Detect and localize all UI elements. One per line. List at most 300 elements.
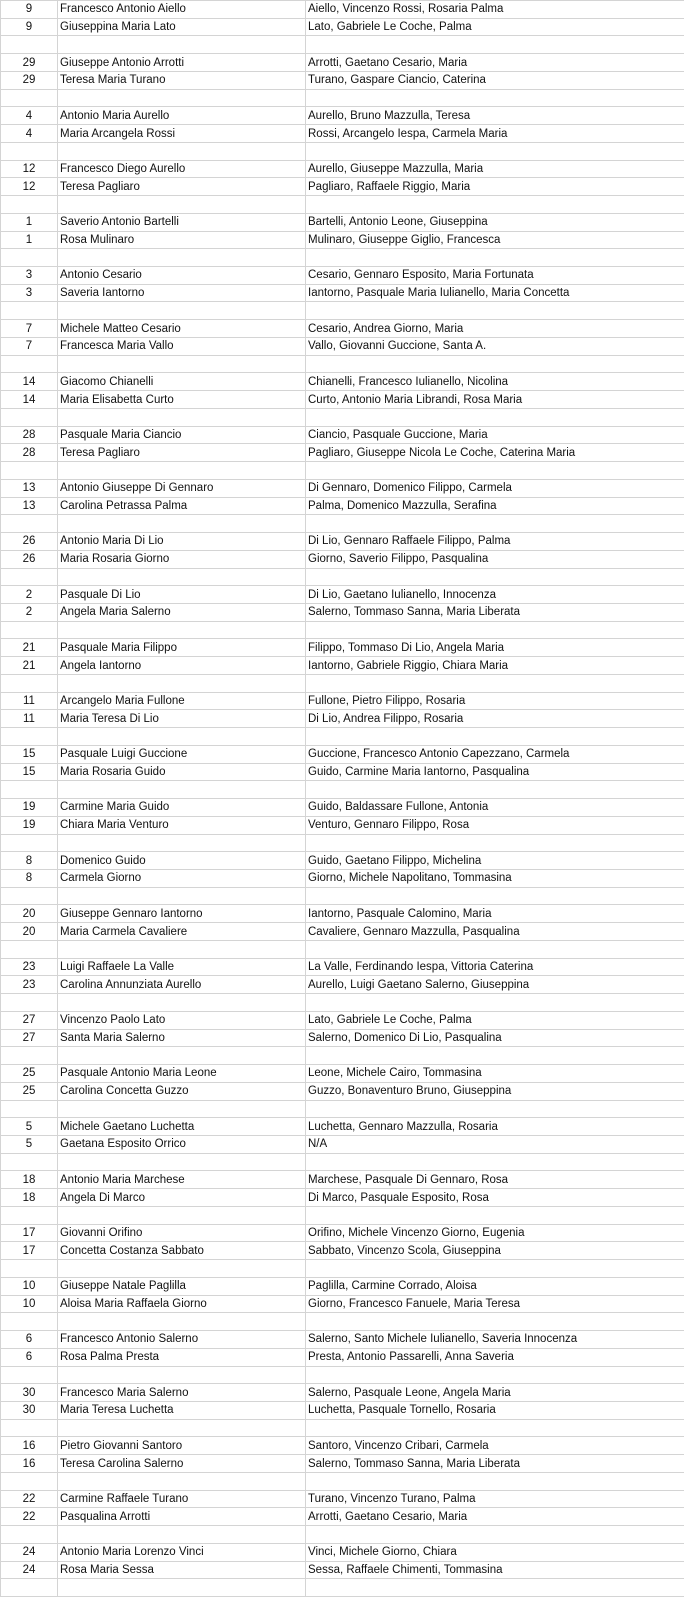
number-cell[interactable]: 10 [1,1277,58,1295]
number-cell[interactable]: 14 [1,373,58,391]
parents-cell[interactable]: Salerno, Tommaso Sanna, Maria Liberata [306,1455,684,1473]
name-cell[interactable]: Maria Arcangela Rossi [58,125,306,143]
parents-cell[interactable]: Cavaliere, Gennaro Mazzulla, Pasqualina [306,923,684,941]
number-cell[interactable]: 10 [1,1295,58,1313]
name-cell[interactable] [58,1366,306,1384]
number-cell[interactable]: 19 [1,799,58,817]
parents-cell[interactable]: Salerno, Santo Michele Iulianello, Saveria Innocenza [306,1331,684,1349]
parents-cell[interactable] [306,1472,684,1490]
parents-cell[interactable] [306,1419,684,1437]
number-cell[interactable]: 9 [1,1,58,19]
number-cell[interactable]: 4 [1,107,58,125]
parents-cell[interactable] [306,834,684,852]
parents-cell[interactable]: Vinci, Michele Giorno, Chiara [306,1543,684,1561]
number-cell[interactable]: 5 [1,1118,58,1136]
number-cell[interactable]: 3 [1,284,58,302]
name-cell[interactable]: Antonio Maria Marchese [58,1171,306,1189]
number-cell[interactable] [1,1206,58,1224]
parents-cell[interactable]: Arrotti, Gaetano Cesario, Maria [306,1508,684,1526]
parents-cell[interactable]: Guido, Carmine Maria Iantorno, Pasqualina [306,763,684,781]
number-cell[interactable]: 30 [1,1402,58,1420]
number-cell[interactable] [1,674,58,692]
parents-cell[interactable]: Paglilla, Carmine Corrado, Aloisa [306,1277,684,1295]
parents-cell[interactable]: Aurello, Bruno Mazzulla, Teresa [306,107,684,125]
parents-cell[interactable] [306,36,684,54]
name-cell[interactable]: Pietro Giovanni Santoro [58,1437,306,1455]
name-cell[interactable] [58,994,306,1012]
table-row [1,905,684,923]
table-row [1,479,684,497]
parents-cell[interactable]: Cesario, Andrea Giorno, Maria [306,320,684,338]
name-cell[interactable]: Domenico Guido [58,852,306,870]
name-cell[interactable] [58,1419,306,1437]
parents-cell[interactable] [306,994,684,1012]
name-cell[interactable] [58,781,306,799]
name-cell[interactable]: Carolina Petrassa Palma [58,497,306,515]
parents-cell[interactable]: Cesario, Gennaro Esposito, Maria Fortunata [306,267,684,285]
name-cell[interactable]: Chiara Maria Venturo [58,816,306,834]
table-row [1,799,684,817]
parents-cell[interactable]: Aurello, Luigi Gaetano Salerno, Giuseppina [306,976,684,994]
table-row [1,852,684,870]
name-cell[interactable]: Francesco Diego Aurello [58,160,306,178]
name-cell[interactable] [58,887,306,905]
number-cell[interactable] [1,515,58,533]
number-cell[interactable] [1,1260,58,1278]
number-cell[interactable]: 18 [1,1171,58,1189]
separator-row [1,781,684,799]
number-cell[interactable]: 16 [1,1455,58,1473]
name-cell[interactable]: Teresa Carolina Salerno [58,1455,306,1473]
name-cell[interactable]: Maria Teresa Luchetta [58,1402,306,1420]
parents-cell[interactable]: Pagliaro, Raffaele Riggio, Maria [306,178,684,196]
number-cell[interactable]: 28 [1,426,58,444]
name-cell[interactable]: Luigi Raffaele La Valle [58,958,306,976]
number-cell[interactable]: 19 [1,816,58,834]
number-cell[interactable]: 1 [1,213,58,231]
name-cell[interactable]: Pasqualina Arrotti [58,1508,306,1526]
name-cell[interactable]: Teresa Maria Turano [58,71,306,89]
number-cell[interactable]: 20 [1,905,58,923]
separator-row [1,1206,684,1224]
number-cell[interactable]: 11 [1,692,58,710]
name-cell[interactable] [58,249,306,267]
parents-cell[interactable]: Giorno, Saverio Filippo, Pasqualina [306,550,684,568]
table-row [1,1029,684,1047]
number-cell[interactable] [1,249,58,267]
parents-cell[interactable]: Salerno, Tommaso Sanna, Maria Liberata [306,603,684,621]
number-cell[interactable]: 2 [1,586,58,604]
number-cell[interactable]: 5 [1,1136,58,1154]
parents-cell[interactable] [306,1313,684,1331]
parents-cell[interactable]: Leone, Michele Cairo, Tommasina [306,1065,684,1083]
table-row [1,160,684,178]
parents-cell[interactable]: Arrotti, Gaetano Cesario, Maria [306,54,684,72]
number-cell[interactable]: 17 [1,1224,58,1242]
parents-cell[interactable]: Sessa, Raffaele Chimenti, Tommasina [306,1561,684,1579]
number-cell[interactable]: 27 [1,1029,58,1047]
table-row [1,231,684,249]
name-cell[interactable] [58,1472,306,1490]
name-cell[interactable]: Pasquale Maria Ciancio [58,426,306,444]
table-row [1,586,684,604]
number-cell[interactable]: 8 [1,869,58,887]
parents-cell[interactable]: Filippo, Tommaso Di Lio, Angela Maria [306,639,684,657]
parents-cell[interactable] [306,1153,684,1171]
parents-cell[interactable] [306,940,684,958]
number-cell[interactable] [1,887,58,905]
parents-cell[interactable]: Santoro, Vincenzo Cribari, Carmela [306,1437,684,1455]
parents-cell[interactable] [306,515,684,533]
name-cell[interactable]: Pasquale Maria Filippo [58,639,306,657]
number-cell[interactable]: 30 [1,1384,58,1402]
number-cell[interactable] [1,781,58,799]
table-row [1,1384,684,1402]
number-cell[interactable]: 6 [1,1331,58,1349]
name-cell[interactable]: Saverio Antonio Bartelli [58,213,306,231]
name-cell[interactable] [58,1260,306,1278]
name-cell[interactable]: Giuseppe Natale Paglilla [58,1277,306,1295]
parents-cell[interactable] [306,142,684,160]
name-cell[interactable]: Giuseppina Maria Lato [58,18,306,36]
name-cell[interactable]: Pasquale Luigi Guccione [58,745,306,763]
parents-cell[interactable]: Turano, Vincenzo Turano, Palma [306,1490,684,1508]
parents-cell[interactable] [306,89,684,107]
parents-cell[interactable]: N/A [306,1136,684,1154]
parents-cell[interactable]: Salerno, Pasquale Leone, Angela Maria [306,1384,684,1402]
parents-cell[interactable] [306,249,684,267]
parents-cell[interactable] [306,674,684,692]
name-cell[interactable]: Michele Matteo Cesario [58,320,306,338]
table-row [1,267,684,285]
number-cell[interactable]: 28 [1,444,58,462]
number-cell[interactable] [1,1579,58,1597]
number-cell[interactable] [1,834,58,852]
number-cell[interactable]: 26 [1,533,58,551]
name-cell[interactable]: Angela Maria Salerno [58,603,306,621]
number-cell[interactable]: 22 [1,1490,58,1508]
number-cell[interactable] [1,568,58,586]
parents-cell[interactable]: Palma, Domenico Mazzulla, Serafina [306,497,684,515]
name-cell[interactable]: Carmela Giorno [58,869,306,887]
number-cell[interactable]: 25 [1,1065,58,1083]
number-cell[interactable]: 16 [1,1437,58,1455]
parents-cell[interactable] [306,728,684,746]
parents-cell[interactable] [306,1260,684,1278]
parents-cell[interactable]: Vallo, Giovanni Guccione, Santa A. [306,337,684,355]
number-cell[interactable]: 15 [1,745,58,763]
number-cell[interactable]: 23 [1,976,58,994]
number-cell[interactable] [1,1313,58,1331]
name-cell[interactable] [58,621,306,639]
parents-cell[interactable] [306,1526,684,1544]
number-cell[interactable]: 18 [1,1189,58,1207]
separator-row [1,1366,684,1384]
parents-cell[interactable]: Iantorno, Pasquale Maria Iulianello, Maria Concetta [306,284,684,302]
name-cell[interactable] [58,940,306,958]
parents-cell[interactable]: Giorno, Francesco Fanuele, Maria Teresa [306,1295,684,1313]
parents-cell[interactable]: Presta, Antonio Passarelli, Anna Saveria [306,1348,684,1366]
parents-cell[interactable]: Rossi, Arcangelo Iespa, Carmela Maria [306,125,684,143]
number-cell[interactable]: 6 [1,1348,58,1366]
name-cell[interactable] [58,515,306,533]
number-cell[interactable]: 9 [1,18,58,36]
parents-cell[interactable]: Lato, Gabriele Le Coche, Palma [306,18,684,36]
number-cell[interactable]: 13 [1,497,58,515]
name-cell[interactable] [58,462,306,480]
name-cell[interactable]: Francesco Antonio Salerno [58,1331,306,1349]
number-cell[interactable]: 21 [1,657,58,675]
number-cell[interactable]: 24 [1,1561,58,1579]
parents-cell[interactable] [306,1206,684,1224]
name-cell[interactable]: Antonio Maria Aurello [58,107,306,125]
number-cell[interactable] [1,940,58,958]
parents-cell[interactable] [306,1366,684,1384]
number-cell[interactable]: 29 [1,71,58,89]
parents-cell[interactable] [306,1047,684,1065]
name-cell[interactable] [58,1313,306,1331]
name-cell[interactable] [58,834,306,852]
number-cell[interactable]: 25 [1,1082,58,1100]
number-cell[interactable] [1,1153,58,1171]
parents-cell[interactable]: Guzzo, Bonaventuro Bruno, Giuseppina [306,1082,684,1100]
parents-cell[interactable]: Luchetta, Gennaro Mazzulla, Rosaria [306,1118,684,1136]
name-cell[interactable] [58,1100,306,1118]
parents-cell[interactable]: Iantorno, Pasquale Calomino, Maria [306,905,684,923]
number-cell[interactable]: 1 [1,231,58,249]
name-cell[interactable]: Vincenzo Paolo Lato [58,1011,306,1029]
parents-cell[interactable] [306,196,684,214]
name-cell[interactable]: Giuseppe Gennaro Iantorno [58,905,306,923]
name-cell[interactable]: Maria Rosaria Guido [58,763,306,781]
name-cell[interactable]: Francesco Maria Salerno [58,1384,306,1402]
parents-cell[interactable]: Di Lio, Gaetano Iulianello, Innocenza [306,586,684,604]
parents-cell[interactable]: La Valle, Ferdinando Iespa, Vittoria Caterina [306,958,684,976]
name-cell[interactable] [58,1206,306,1224]
name-cell[interactable]: Giovanni Orifino [58,1224,306,1242]
parents-cell[interactable]: Ciancio, Pasquale Guccione, Maria [306,426,684,444]
name-cell[interactable]: Antonio Maria Di Lio [58,533,306,551]
parents-cell[interactable] [306,462,684,480]
parents-cell[interactable]: Fullone, Pietro Filippo, Rosaria [306,692,684,710]
parents-cell[interactable]: Turano, Gaspare Ciancio, Caterina [306,71,684,89]
number-cell[interactable] [1,1472,58,1490]
table-row [1,18,684,36]
number-cell[interactable]: 4 [1,125,58,143]
number-cell[interactable] [1,1047,58,1065]
number-cell[interactable]: 17 [1,1242,58,1260]
number-cell[interactable]: 27 [1,1011,58,1029]
name-cell[interactable] [58,1047,306,1065]
name-cell[interactable]: Maria Carmela Cavaliere [58,923,306,941]
parents-cell[interactable]: Giorno, Michele Napolitano, Tommasina [306,869,684,887]
parents-cell[interactable]: Di Lio, Gennaro Raffaele Filippo, Palma [306,533,684,551]
name-cell[interactable]: Giuseppe Antonio Arrotti [58,54,306,72]
parents-cell[interactable]: Di Marco, Pasquale Esposito, Rosa [306,1189,684,1207]
name-cell[interactable] [58,355,306,373]
name-cell[interactable]: Rosa Maria Sessa [58,1561,306,1579]
parents-cell[interactable]: Aiello, Vincenzo Rossi, Rosaria Palma [306,1,684,19]
separator-row [1,196,684,214]
number-cell[interactable]: 2 [1,603,58,621]
name-cell[interactable]: Maria Teresa Di Lio [58,710,306,728]
parents-cell[interactable] [306,568,684,586]
parents-cell[interactable]: Luchetta, Pasquale Tornello, Rosaria [306,1402,684,1420]
separator-row [1,462,684,480]
parents-cell[interactable] [306,887,684,905]
parents-cell[interactable] [306,621,684,639]
number-cell[interactable] [1,994,58,1012]
number-cell[interactable]: 8 [1,852,58,870]
parents-cell[interactable]: Guido, Gaetano Filippo, Michelina [306,852,684,870]
parents-cell[interactable]: Chianelli, Francesco Iulianello, Nicolina [306,373,684,391]
number-cell[interactable]: 11 [1,710,58,728]
name-cell[interactable] [58,674,306,692]
number-cell[interactable] [1,355,58,373]
name-cell[interactable] [58,89,306,107]
name-cell[interactable]: Rosa Palma Presta [58,1348,306,1366]
number-cell[interactable] [1,728,58,746]
name-cell[interactable]: Rosa Mulinaro [58,231,306,249]
name-cell[interactable] [58,1579,306,1597]
name-cell[interactable] [58,568,306,586]
table-row [1,657,684,675]
parents-cell[interactable]: Di Gennaro, Domenico Filippo, Carmela [306,479,684,497]
name-cell[interactable]: Angela Iantorno [58,657,306,675]
parents-cell[interactable]: Salerno, Domenico Di Lio, Pasqualina [306,1029,684,1047]
table-row [1,923,684,941]
number-cell[interactable] [1,621,58,639]
name-cell[interactable]: Concetta Costanza Sabbato [58,1242,306,1260]
parents-cell[interactable]: Pagliaro, Giuseppe Nicola Le Coche, Caterina Maria [306,444,684,462]
number-cell[interactable] [1,462,58,480]
parents-cell[interactable]: Orifino, Michele Vincenzo Giorno, Eugenia [306,1224,684,1242]
number-cell[interactable]: 22 [1,1508,58,1526]
name-cell[interactable]: Francesca Maria Vallo [58,337,306,355]
number-cell[interactable]: 29 [1,54,58,72]
separator-row [1,1313,684,1331]
name-cell[interactable] [58,36,306,54]
parents-cell[interactable]: Guido, Baldassare Fullone, Antonia [306,799,684,817]
table-row [1,1011,684,1029]
number-cell[interactable]: 26 [1,550,58,568]
name-cell[interactable]: Maria Elisabetta Curto [58,391,306,409]
parents-cell[interactable] [306,1100,684,1118]
number-cell[interactable] [1,142,58,160]
parents-cell[interactable]: Guccione, Francesco Antonio Capezzano, Carmela [306,745,684,763]
name-cell[interactable]: Michele Gaetano Luchetta [58,1118,306,1136]
name-cell[interactable]: Carmine Maria Guido [58,799,306,817]
name-cell[interactable]: Pasquale Di Lio [58,586,306,604]
table-row [1,373,684,391]
parents-cell[interactable] [306,781,684,799]
name-cell[interactable]: Teresa Pagliaro [58,178,306,196]
name-cell[interactable]: Saveria Iantorno [58,284,306,302]
parents-cell[interactable]: Iantorno, Gabriele Riggio, Chiara Maria [306,657,684,675]
parents-cell[interactable]: Di Lio, Andrea Filippo, Rosaria [306,710,684,728]
number-cell[interactable]: 13 [1,479,58,497]
number-cell[interactable] [1,89,58,107]
name-cell[interactable] [58,728,306,746]
name-cell[interactable]: Francesco Antonio Aiello [58,1,306,19]
name-cell[interactable]: Angela Di Marco [58,1189,306,1207]
name-cell[interactable]: Giacomo Chianelli [58,373,306,391]
number-cell[interactable] [1,1366,58,1384]
parents-cell[interactable]: Marchese, Pasquale Di Gennaro, Rosa [306,1171,684,1189]
parents-cell[interactable]: Aurello, Giuseppe Mazzulla, Maria [306,160,684,178]
name-cell[interactable]: Teresa Pagliaro [58,444,306,462]
parents-cell[interactable]: Mulinaro, Giuseppe Giglio, Francesca [306,231,684,249]
name-cell[interactable] [58,408,306,426]
name-cell[interactable]: Santa Maria Salerno [58,1029,306,1047]
name-cell[interactable] [58,142,306,160]
name-cell[interactable]: Antonio Maria Lorenzo Vinci [58,1543,306,1561]
name-cell[interactable] [58,1153,306,1171]
parents-cell[interactable]: Curto, Antonio Maria Librandi, Rosa Maria [306,391,684,409]
name-cell[interactable]: Aloisa Maria Raffaela Giorno [58,1295,306,1313]
separator-row [1,1153,684,1171]
number-cell[interactable] [1,1526,58,1544]
name-cell[interactable] [58,302,306,320]
table-row [1,976,684,994]
number-cell[interactable]: 3 [1,267,58,285]
name-cell[interactable]: Carmine Raffaele Turano [58,1490,306,1508]
parents-cell[interactable]: Lato, Gabriele Le Coche, Palma [306,1011,684,1029]
separator-row [1,408,684,426]
number-cell[interactable]: 15 [1,763,58,781]
parents-cell[interactable]: Venturo, Gennaro Filippo, Rosa [306,816,684,834]
number-cell[interactable]: 23 [1,958,58,976]
parents-cell[interactable] [306,302,684,320]
number-cell[interactable]: 14 [1,391,58,409]
table-row [1,1277,684,1295]
table-row [1,1118,684,1136]
parents-cell[interactable] [306,408,684,426]
name-cell[interactable]: Gaetana Esposito Orrico [58,1136,306,1154]
number-cell[interactable] [1,1100,58,1118]
name-cell[interactable]: Carolina Annunziata Aurello [58,976,306,994]
table-row [1,533,684,551]
parents-cell[interactable]: Sabbato, Vincenzo Scola, Giuseppina [306,1242,684,1260]
number-cell[interactable] [1,1419,58,1437]
number-cell[interactable]: 7 [1,320,58,338]
separator-row [1,621,684,639]
name-cell[interactable]: Carolina Concetta Guzzo [58,1082,306,1100]
name-cell[interactable]: Arcangelo Maria Fullone [58,692,306,710]
parents-cell[interactable] [306,355,684,373]
number-cell[interactable]: 12 [1,160,58,178]
number-cell[interactable] [1,36,58,54]
parents-cell[interactable] [306,1579,684,1597]
number-cell[interactable] [1,408,58,426]
name-cell[interactable]: Pasquale Antonio Maria Leone [58,1065,306,1083]
name-cell[interactable]: Antonio Cesario [58,267,306,285]
name-cell[interactable] [58,1526,306,1544]
name-cell[interactable] [58,196,306,214]
table-row [1,1348,684,1366]
number-cell[interactable] [1,196,58,214]
number-cell[interactable] [1,302,58,320]
number-cell[interactable]: 21 [1,639,58,657]
number-cell[interactable]: 20 [1,923,58,941]
number-cell[interactable]: 12 [1,178,58,196]
number-cell[interactable]: 7 [1,337,58,355]
number-cell[interactable]: 24 [1,1543,58,1561]
table-row [1,1082,684,1100]
name-cell[interactable]: Maria Rosaria Giorno [58,550,306,568]
parents-cell[interactable]: Bartelli, Antonio Leone, Giuseppina [306,213,684,231]
name-cell[interactable]: Antonio Giuseppe Di Gennaro [58,479,306,497]
